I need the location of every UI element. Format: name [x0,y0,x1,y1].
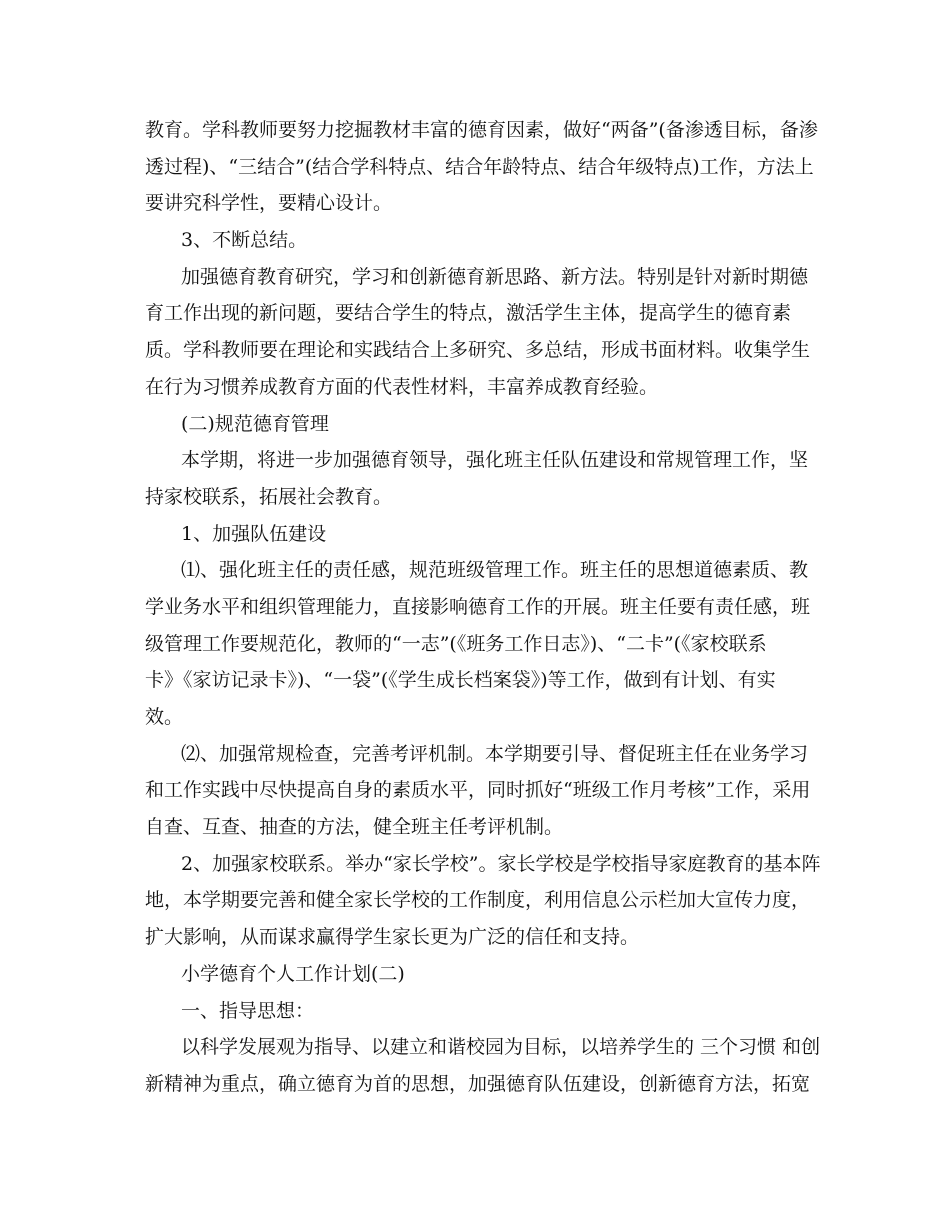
document-body [145,112,821,1103]
text-line: 透过程)、“三结合”(结合学科特点、结合年龄特点、结合年级特点)工作，方法上 [145,155,814,178]
text-line: 在行为习惯养成教育方面的代表性材料，丰富养成教育经验。 [145,375,659,398]
text-line: 本学期，将进一步加强德育领导，强化班主任队伍建设和常规管理工作，坚 [181,449,809,472]
text-line: 育工作出现的新问题，要结合学生的特点，激活学生主体，提高学生的德育素 [145,302,792,325]
text-line: 以科学发展观为指导、以建立和谐校园为目标，以培养学生的 三个习惯 和创 [181,1036,821,1059]
text-line: 持家校联系，拓展社会教育。 [145,485,393,508]
text-line: 质。学科教师要在理论和实践结合上多研究、多总结，形成书面材料。收集学生 [145,339,811,362]
text-line: 1、加强队伍建设 [181,522,327,545]
text-line: 2、加强家校联系。举办“家长学校”。家长学校是学校指导家庭教育的基本阵 [181,852,821,875]
text-line: 小学德育个人工作计划(二) [181,962,405,985]
text-line: 效。 [145,706,184,728]
text-line: ⑴、强化班主任的责任感，规范班级管理工作。班主任的思想道德素质、教 [181,559,809,582]
text-line: 卡》《家访记录卡》)、“一袋”(《学生成长档案袋》)等工作，做到有计划、有实 [145,669,776,692]
text-line: 自查、互查、抽查的方法，健全班主任考评机制。 [145,816,564,839]
text-line: 要讲究科学性，要精心设计。 [145,192,393,215]
text-line: 级管理工作要规范化，教师的“一志”(《班务工作日志》)、“二卡”(《家校联系 [145,632,767,655]
text-line: 一、指导思想： [181,999,315,1022]
text-line: 和工作实践中尽快提高自身的素质水平，同时抓好“班级工作月考核”工作，采用 [145,779,811,802]
text-line: 加强德育教育研究，学习和创新德育新思路、新方法。特别是针对新时期德 [181,265,809,288]
text-line: 新精神为重点，确立德育为首的思想，加强德育队伍建设，创新德育方法，拓宽 [145,1072,811,1095]
text-line: 学业务水平和组织管理能力，直接影响德育工作的开展。班主任要有责任感，班 [145,595,811,618]
text-line: 教育。学科教师要努力挖掘教材丰富的德育因素，做好“两备”(备渗透目标，备渗 [145,119,818,141]
text-line: ⑵、加强常规检查，完善考评机制。本学期要引导、督促班主任在业务学习 [181,742,809,765]
text-line: 3、不断总结。 [181,229,308,252]
text-line: 扩大影响，从而谋求赢得学生家长更为广泛的信任和支持。 [145,926,640,949]
text-line: 地，本学期要完善和健全家长学校的工作制度，利用信息公示栏加大宣传力度， [145,889,811,912]
text-line: (二)规范德育管理 [181,412,329,435]
